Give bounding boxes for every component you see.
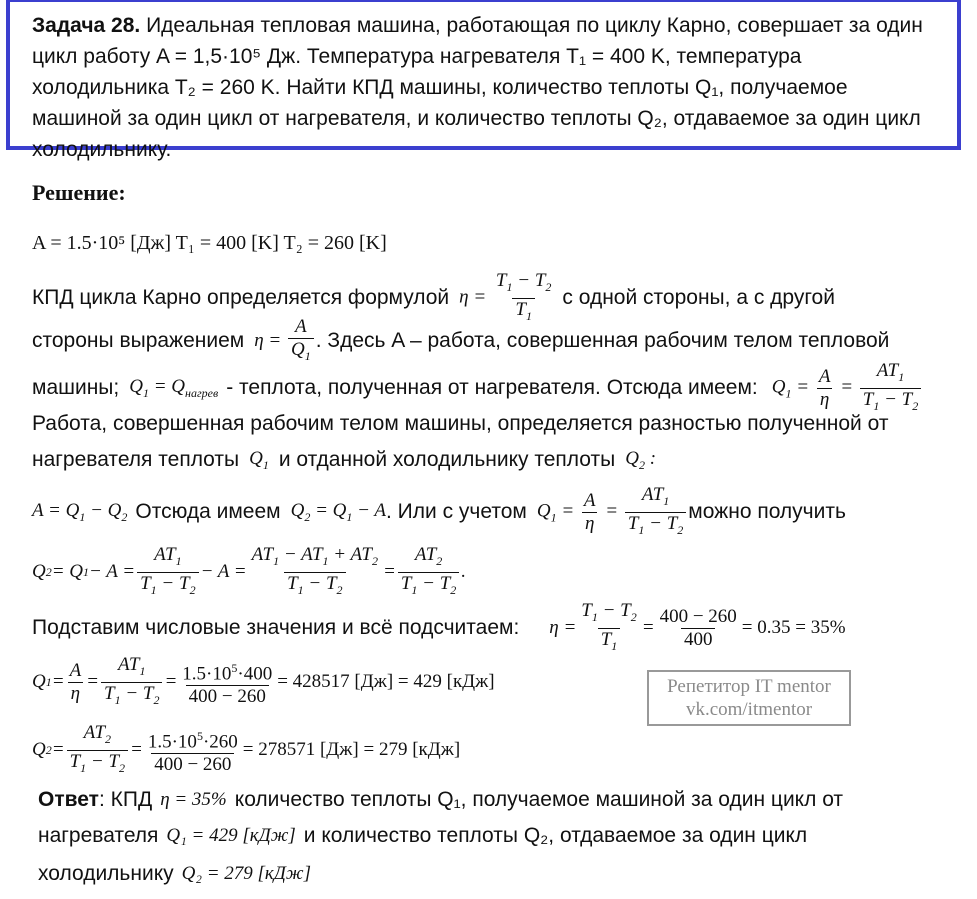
answer-eta: η = 35% xyxy=(160,789,227,810)
paragraph-heat-q1 xyxy=(32,360,923,417)
text-p1a: КПД цикла Карно определяется формулой xyxy=(32,286,450,310)
text-p5b: и отданной холодильнику теплоты xyxy=(278,448,616,472)
answer-text-3a: холодильнику xyxy=(38,862,174,885)
answer-line-2 xyxy=(38,824,807,848)
text-p3a: машины; xyxy=(32,376,120,400)
solution-heading: Решение: xyxy=(32,180,126,205)
problem-text: Идеальная тепловая машина, работающая по циклу Карно, совершает за один цикл работу A = 1,5·10⁵ Дж. Температура нагревателя T₁ = 400 K, температура холодильника T₂ = 260 K. Найти КПД машины, количество теплоты Q₁, получаемое машиной за один цикл от нагревателя, и количество теплоты Q₂, отдаваемое за один цикл холодильнику. xyxy=(32,14,923,161)
answer-label: Ответ xyxy=(38,788,99,811)
text-p1b: с одной стороны, а с другой xyxy=(562,286,835,310)
answer-line-3 xyxy=(38,862,311,886)
formula-q2-derivation: Q 2 = Q 1 − A = $\frac{AT_1}{T_1 - T_2}$ − A = $\frac{AT_1 - AT_1 + AT_2}{T_1 - T_2}$ = $\frac{AT_2}{T_1 - T_2}$ . xyxy=(32,544,466,601)
formula-eta-temp: η = $\frac{T_1 - T_2}{T_1}$ xyxy=(459,270,556,327)
given-values: A = 1.5·10⁵ [Дж] T₁ = 400 [K] T₂ = 260 [K] xyxy=(32,232,387,254)
text-p8: Подставим числовые значения и всё подсчитаем: xyxy=(32,616,520,640)
paragraph-heat-exchange: нагревателя теплоты $Q_1$ и отданной холодильнику теплоты $Q_2$ : xyxy=(32,448,657,472)
problem-statement xyxy=(6,0,961,161)
paragraph-work-difference: Работа, совершенная рабочим телом машины, определяется разностью полученной от xyxy=(32,412,889,435)
formula-eta-work: η = $\frac{A}{Q_1}$ xyxy=(254,316,315,367)
answer-q2: Q₂ = 279 [кДж] xyxy=(181,863,311,884)
problem-label: Задача 28. xyxy=(32,14,141,37)
text-p2a: стороны выражением xyxy=(32,329,245,353)
text-p6b: . Или с учетом xyxy=(385,500,527,524)
answer-text-1: количество теплоты Q₁, получаемое машиной за один цикл от xyxy=(234,788,844,811)
formula-q1-derived: $Q_1$ = $\frac{A}{\eta}$ = $\frac{AT_1}{T_1 - T_2}$ xyxy=(772,360,923,417)
text-p6c: можно получить xyxy=(688,500,846,524)
answer-text-2c: и количество теплоты Q₂, отдаваемое за один цикл xyxy=(303,824,808,847)
answer-text-2a: нагревателя xyxy=(38,824,159,847)
text-p6a: Отсюда имеем xyxy=(135,500,281,524)
formula-q1-numeric: Q 1 = $\frac{A}{\eta}$ = $\frac{AT_1}{T_1 - T_2}$ = $\frac{1.5\cdot 10^5\cdot 400}{400 - 260}$ = 428517 [Дж] = 429 [кДж] xyxy=(32,654,495,711)
text-p3b: - теплота, полученная от нагревателя. Отсюда имеем: xyxy=(226,376,758,400)
formula-eta-numeric: η = $\frac{T_1 - T_2}{T_1}$ = $\frac{400 - 260}{400}$ = 0.35 = 35% xyxy=(549,600,845,657)
watermark-line1: Репетитор IT mentor xyxy=(667,676,831,697)
text-p5a: нагревателя теплоты xyxy=(32,448,240,472)
answer-q1: Q₁ = 429 [кДж] xyxy=(166,825,296,846)
answer-kpd-label: КПД xyxy=(110,788,153,811)
q2-result: = 278571 [Дж] = 279 [кДж] xyxy=(242,739,461,761)
q1-result: = 428517 [Дж] = 429 [кДж] xyxy=(277,671,495,693)
paragraph-substitution xyxy=(32,600,846,657)
formula-q1-def: $Q_1 = Q_{нагрев}$ xyxy=(129,375,219,400)
paragraph-q2-relation: $A = Q_1 - Q_2$ Отсюда имеем $Q_2 = Q_1 - A$ . Или с учетом $Q_1$ = $\frac{A}{\eta}$ = $\frac{AT_1}{T_1 - T_2}$ можно получить xyxy=(32,484,846,541)
watermark xyxy=(647,670,851,726)
text-p2b: . Здесь A – работа, совершенная рабочим телом тепловой xyxy=(315,329,890,353)
eta-result: = 0.35 = 35% xyxy=(741,617,846,639)
formula-q2-numeric: Q 2 = $\frac{AT_2}{T_1 - T_2}$ = $\frac{1.5\cdot 10^5\cdot 260}{400 - 260}$ = 278571 [Дж] = 279 [кДж] xyxy=(32,722,460,779)
answer-line-1: Ответ : КПД η = 35% количество теплоты Q₁, получаемое машиной за один цикл от xyxy=(38,788,844,811)
watermark-line2: vk.com/itmentor xyxy=(685,699,813,720)
